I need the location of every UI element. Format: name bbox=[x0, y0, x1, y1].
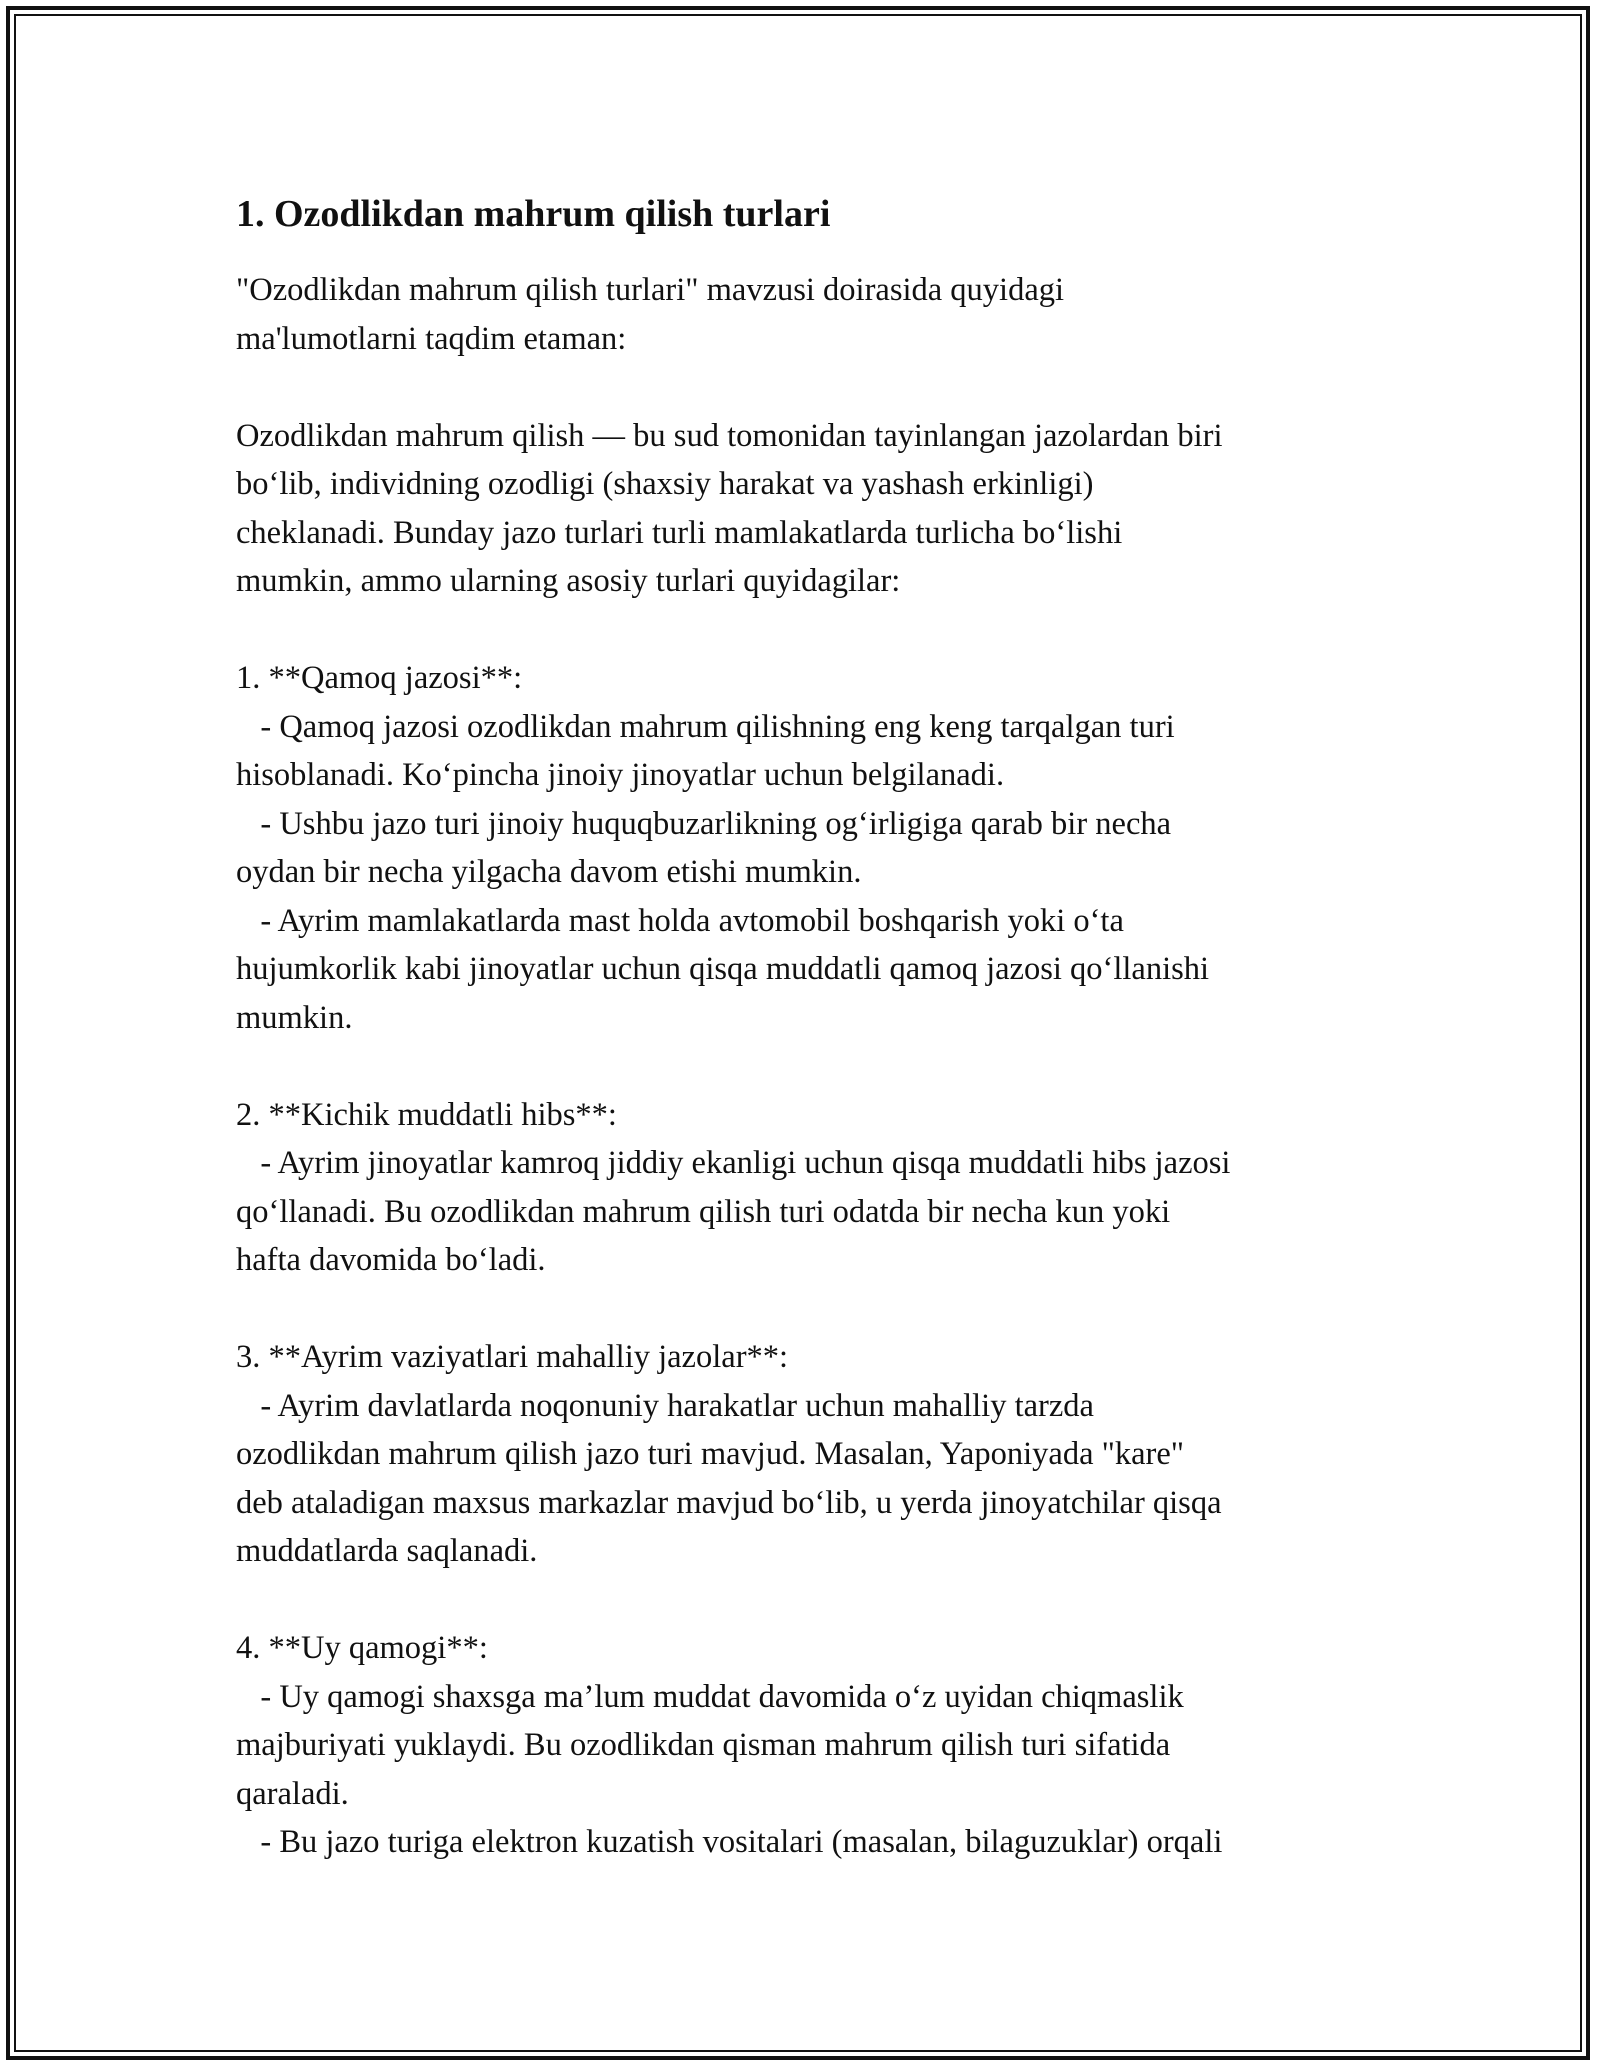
paragraph-gap bbox=[236, 1042, 1376, 1091]
section-heading: 3. **Ayrim vaziyatlari mahalliy jazolar**: bbox=[236, 1339, 789, 1375]
section-body: - Qamoq jazosi ozodlikdan mahrum qilishning eng keng tarqalgan turi hisoblanadi. Ko‘pincha jinoiy jinoyatlar uchun belgilanadi. - Ushbu jazo turi jinoiy huquqbuzarlikning og‘irligiga qarab bir necha oydan bir necha yilgacha davom etishi mumkin. - Ayrim mamlakatlarda mast holda avtomobil boshqarish yoki o‘ta hujumkorlik kabi jinoyatlar uchun qisqa muddatli qamoq jazosi qo‘llanishi mumkin. bbox=[236, 708, 1210, 1036]
section-body: - Uy qamogi shaxsga ma’lum muddat davomida o‘z uyidan chiqmaslik majburiyati yuklaydi. Bu ozodlikdan qisman mahrum qilish turi sifatida qaraladi. - Bu jazo turiga elektron kuzatish vositalari (masalan, bilaguzuklar) orqali bbox=[236, 1678, 1223, 1860]
section-3 bbox=[236, 1333, 1376, 1576]
document-body bbox=[236, 188, 1376, 1867]
section-1 bbox=[236, 654, 1376, 1042]
section-2 bbox=[236, 1091, 1376, 1285]
paragraph-gap bbox=[236, 606, 1376, 655]
section-body: - Ayrim jinoyatlar kamroq jiddiy ekanligi uchun qisqa muddatli hibs jazosi qo‘llanadi. Bu ozodlikdan mahrum qilish turi odatda bir necha kun yoki hafta davomida bo‘ladi. bbox=[236, 1145, 1231, 1278]
intro-paragraph: "Ozodlikdan mahrum qilish turlari" mavzusi doirasida quyidagi ma'lumotlarni taqdim etaman: bbox=[236, 272, 1065, 357]
section-4 bbox=[236, 1624, 1376, 1867]
paragraph-gap bbox=[236, 1576, 1376, 1625]
section-heading: 1. **Qamoq jazosi**: bbox=[236, 660, 523, 696]
section-heading: 4. **Uy qamogi**: bbox=[236, 1630, 488, 1666]
section-heading: 2. **Kichik muddatli hibs**: bbox=[236, 1096, 617, 1133]
definition-paragraph: Ozodlikdan mahrum qilish — bu sud tomonidan tayinlangan jazolardan biri bo‘lib, individning ozodligi (shaxsiy harakat va yashash erkinligi) cheklanadi. Bunday jazo turlari turli mamlakatlarda turlicha bo‘lishi mumkin, ammo ularning asosiy turlari quyidagilar: bbox=[236, 417, 1223, 599]
document-title: 1. Ozodlikdan mahrum qilish turlari bbox=[236, 193, 831, 235]
paragraph-gap bbox=[236, 363, 1376, 412]
paragraph-gap bbox=[236, 1285, 1376, 1334]
section-body: - Ayrim davlatlarda noqonuniy harakatlar uchun mahalliy tarzda ozodlikdan mahrum qilish jazo turi mavjud. Masalan, Yaponiyada "kare" deb ataladigan maxsus markazlar mavjud bo‘lib, u yerda jinoyatchilar qisqa muddatlarda saqlanadi. bbox=[236, 1387, 1222, 1569]
